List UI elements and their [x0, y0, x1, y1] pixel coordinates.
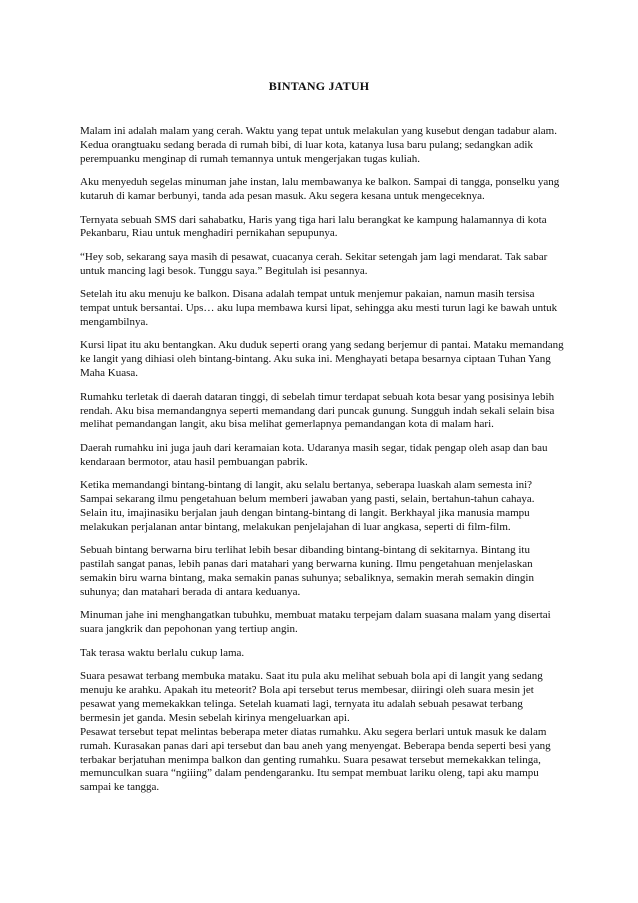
paragraph: Kursi lipat itu aku bentangkan. Aku duduk seperti orang yang sedang berjemur di pantai. Mataku memandang ke langit yang dihiasi oleh bintang-bintang. Aku suka ini. Menghayati betapa besarnya ciptaan Tuhan Yang Maha Kuasa.	[80, 339, 564, 380]
paragraph: “Hey sob, sekarang saya masih di pesawat, cuacanya cerah. Sekitar setengah jam lagi mendarat. Tak sabar untuk mancing lagi besok. Tunggu saya.” Begitulah isi pesannya.	[80, 250, 548, 277]
paragraph: Malam ini adalah malam yang cerah. Waktu yang tepat untuk melakulan yang kusebut dengan tadabur alam. Kedua orangtuaku sedang berada di rumah bibi, di luar kota, katanya lusa baru pulang; sedangkan adik perempuanku menginap di rumah temannya untuk mengerjakan tugas kuliah.	[80, 125, 557, 165]
paragraph: Rumahku terletak di daerah dataran tinggi, di sebelah timur terdapat sebuah kota besar yang posisinya lebih rendah. Aku bisa memandangnya seperti memandang dari puncak gunung. Sungguh indah sekali selain bisa melihat pemandangan langit, aku bisa melihat gemerlapnya pemandangan kota di malam hari.	[80, 390, 555, 431]
paragraph: Suara pesawat terbang membuka mataku. Saat itu pula aku melihat sebuah bola api di langit yang sedang menuju ke arahku. Apakah itu meteorit? Bola api tersebut terus membesar, diiringi oleh suara mesin jet pesawat yang memekakkan telinga. Setelah kuamati lagi, ternyata itu adalah sebuah pesawat terbang bermesin jet ganda. Mesin sebelah kirinya mengeluarkan api.	[80, 670, 543, 724]
paragraph: Aku menyeduh segelas minuman jahe instan, lalu membawanya ke balkon. Sampai di tangga, ponselku yang kutaruh di kamar berbunyi, tanda ada pesan masuk. Aku segera kesana untuk mengeceknya.	[80, 176, 560, 203]
paragraph: Sebuah bintang berwarna biru terlihat lebih besar dibanding bintang-bintang di sekitarnya. Bintang itu pastilah sangat panas, lebih panas dari matahari yang berwarna kuning. Ilmu pengetahuan menjelaskan semakin biru warna bintang, maka semakin panas suhunya; sebaliknya, semakin merah semakin dingin suhunya; dan matahari berada di antara keduanya.	[80, 544, 534, 598]
paragraph: Tak terasa waktu berlalu cukup lama.	[80, 646, 245, 659]
paragraph: Ternyata sebuah SMS dari sahabatku, Haris yang tiga hari lalu berangkat ke kampung halamannya di kota Pekanbaru, Riau untuk menghadiri pernikahan sepupunya.	[80, 213, 547, 240]
paragraph: Setelah itu aku menuju ke balkon. Disana adalah tempat untuk menjemur pakaian, namun masih tersisa tempat untuk bersantai. Ups… aku lupa membawa kursi lipat, sehingga aku mesti turun lagi ke bawah untuk mengambilnya.	[80, 288, 558, 328]
document-title: BINTANG JATUH	[268, 79, 370, 93]
paragraph: Pesawat tersebut tepat melintas beberapa meter diatas rumahku. Aku segera berlari untuk masuk ke dalam rumah. Kurasakan panas dari api tersebut dan bau aneh yang menyengat. Beberapa benda seperti besi yang terbakar berjatuhan menimpa balkon dan genting rumahku. Suara pesawat tersebut memekakkan telinga, memunculkan suara “ngiiing” dalam pendengaranku. Itu sempat membuat lariku oleng, tapi aku mampu sampai ke tangga.	[80, 725, 551, 794]
document-body	[80, 125, 564, 805]
paragraph: Daerah rumahku ini juga jauh dari keramaian kota. Udaranya masih segar, tidak pengap oleh asap dan bau kendaraan bermotor, atau hasil pembuangan pabrik.	[80, 441, 548, 468]
paragraph: Ketika memandangi bintang-bintang di langit, aku selalu bertanya, seberapa luaskah alam semesta ini? Sampai sekarang ilmu pengetahuan belum memberi jawaban yang pasti, selain, bertahun-tahun cahaya. Selain itu, imajinasiku berjalan jauh dengan bintang-bintang di langit. Berkhayal jika manusia mampu melakukan perjalanan antar bintang, melakukan penjelajahan di luar angkasa, seperti di film-film.	[80, 479, 535, 533]
paragraph: Minuman jahe ini menghangatkan tubuhku, membuat mataku terpejam dalam suasana malam yang disertai suara jangkrik dan pepohonan yang tertiup angin.	[80, 609, 551, 636]
